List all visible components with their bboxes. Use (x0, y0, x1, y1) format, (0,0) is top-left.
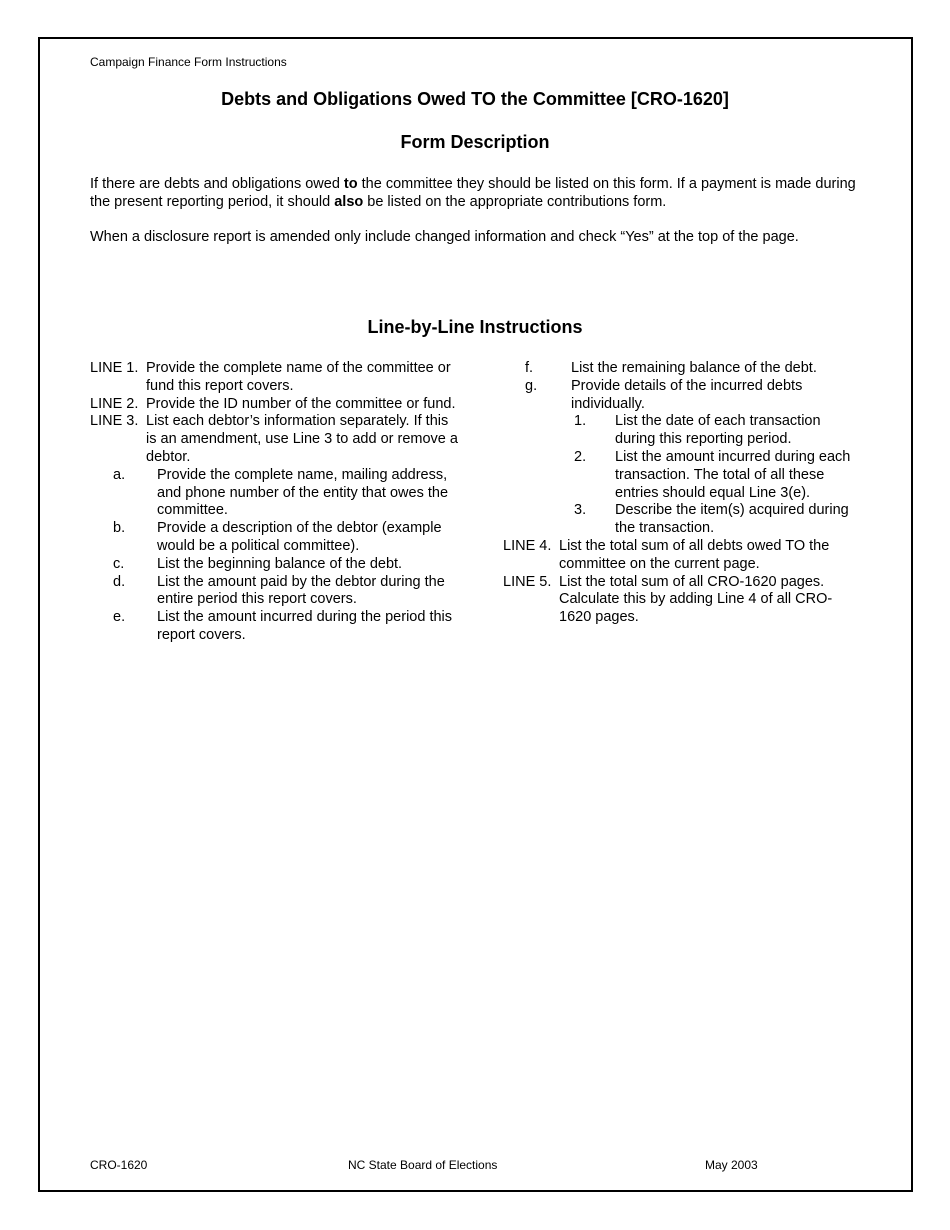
line-label: LINE 2. (90, 395, 139, 412)
line-label: LINE 3. (90, 413, 139, 430)
instruction-item-c (90, 556, 460, 574)
item-text: List the beginning balance of the debt. (157, 555, 403, 572)
item-label: 3. (574, 502, 587, 519)
line-text: List the total sum of all debts owed TO the committee on the current page. (559, 537, 830, 572)
form-description-paragraph-1: If there are debts and obligations owed to the committee they should be listed on this form. If a payment is made during the present reporting period, it should also be listed on the appropriate contributions form. (90, 176, 856, 210)
item-text: List the date of each transaction during this reporting period. (615, 413, 821, 448)
item-label: f. (525, 360, 534, 376)
line-text: Provide the ID number of the committee or fund. (146, 395, 456, 412)
instruction-item-g3 (503, 502, 863, 538)
item-text: List the remaining balance of the debt. (571, 360, 817, 376)
instruction-line-2 (90, 396, 460, 414)
instruction-item-g1 (503, 413, 863, 449)
item-label: g. (525, 377, 538, 394)
form-description-heading: Form Description (400, 132, 550, 152)
item-text: List the amount paid by the debtor during the entire period this report covers. (157, 573, 445, 608)
item-label: 2. (574, 448, 587, 465)
line-label: LINE 5. (503, 573, 552, 590)
line-text: List the total sum of all CRO-1620 pages. Calculate this by adding Line 4 of all CRO-1620 pages. (559, 573, 833, 626)
instructions-left-column (90, 360, 460, 645)
instruction-item-a (90, 467, 460, 520)
item-text: Describe the item(s) acquired during the transaction. (615, 502, 849, 537)
item-label: 1. (574, 413, 587, 430)
page-title: Debts and Obligations Owed TO the Committee [CRO-1620] (221, 89, 729, 109)
line-text: List each debtor’s information separately. If this is an amendment, use Line 3 to add or remove a debtor. (146, 413, 458, 465)
footer-form-id: CRO-1620 (90, 1158, 148, 1172)
instruction-item-f (503, 360, 863, 378)
instruction-line-1 (90, 360, 460, 396)
item-label: d. (113, 573, 126, 590)
instruction-item-d (90, 574, 460, 610)
item-text: List the amount incurred during the period this report covers. (157, 609, 453, 643)
instruction-line-4 (503, 538, 863, 574)
item-text: List the amount incurred during each transaction. The total of all these entries should equal Line 3(e). (615, 448, 851, 501)
item-label: c. (113, 555, 125, 572)
form-description-paragraph-2: When a disclosure report is amended only include changed information and check “Yes” at the top of the page. (90, 229, 799, 245)
instruction-item-g (503, 378, 863, 414)
item-text: Provide details of the incurred debts individually. (571, 377, 803, 412)
item-text: Provide a description of the debtor (example would be a political committee). (157, 520, 442, 554)
line-text: Provide the complete name of the committee or fund this report covers. (146, 360, 451, 394)
line-label: LINE 4. (503, 537, 552, 554)
item-label: b. (113, 520, 126, 537)
instruction-line-3 (90, 413, 460, 466)
instructions-right-column (503, 360, 863, 627)
header-label: Campaign Finance Form Instructions (90, 55, 287, 69)
instructions-heading: Line-by-Line Instructions (367, 317, 583, 337)
instruction-item-b (90, 520, 460, 556)
instruction-line-5 (503, 574, 863, 627)
instruction-item-g2 (503, 449, 863, 502)
item-text: Provide the complete name, mailing address, and phone number of the entity that owes the committee. (157, 466, 449, 519)
item-label: e. (113, 609, 126, 626)
footer-agency: NC State Board of Elections (348, 1158, 498, 1172)
line-label: LINE 1. (90, 360, 139, 376)
item-label: a. (113, 466, 126, 483)
footer-date: May 2003 (705, 1158, 758, 1172)
instruction-item-e (90, 609, 460, 645)
